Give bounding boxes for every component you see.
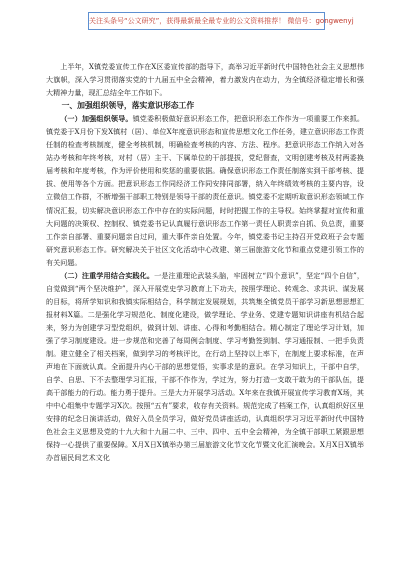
subsection-text-1: 镇党委积极做好意识形态工作，把意识形态工作作为一项重要工作来抓。镇党委于X月份下发X镇村（居）、单位X年度意识形态和宣传思想文化工作任务，建立意识形态工作责任制的检查考核制度，健全考核机制，明确检查考核的内容、方法、程序。把意识形态工作纳入对各站办考核和年终考核，对村（居）主干、下属单位的干部提拔，党纪督查，文明创建考核及村两委换届考核和年度考核，作为评价使用和奖惩的重要依据。确保意识形态工作责任制落实到干部考核、提拔、使用等各个方面。把意识形态工作同经济工作同安排同部署，纳入年终绩效考核的主要内容，设立微信工作群，不断增强干部职工特别是领导干部的责任意识。镇党委不定期听取意识形态领域工作情况汇报，切实解决意识形态工作中存在的实际问题，时时把握工作的主导权。始终掌握对宣传和重大问题的决策权、控制权、镇党委书记认真履行意识形态工作第一责任人职责亲自抓、负总责，重要工作亲自部署、重要问题亲自过问，重大事件亲自处置。今年，镇党委书记主持召开党政班子会专题研究意识形态工作。研究解决关于社区文化活动中心改建、第三届旅游文化节和重点党建引领工作的有关问题。 <box>46 114 365 267</box>
subsection-paragraph-1 <box>46 112 364 269</box>
subsection-lead-2: （二）注重学用结合实践化。 <box>60 270 155 280</box>
subsection-lead-1: （一）加强组织领导。 <box>60 114 133 124</box>
section-heading: 一、加强组织领导，落实意识形态工作 <box>61 101 195 111</box>
subsection-paragraph-2 <box>46 269 364 465</box>
subsection-text-2: 一是注重理论武装头脑，牢固树立“四个意识”，坚定“四个自信”，自觉做到“两个坚决维护”，深入开展党史学习教育上下功夫，按照学理论、转观念、求共识、谋发展的目标，将所学知识和我镇实际相结合，科学制定发展规划，共筑集全镇党员干部学习新思想思想汇报材料X篇。二是强化学习规范化、制度化建设，做学理论、学业务、党建专题知识讲座有机结合起来，努力为创建学习型党组织，做到计划、讲座、心得和考勤相结合。精心制定了理论学习计划，加强了学习制度建设。进一步规范和完善了每周例会制度、学习考勤签到制、学习通报制、一把手负责制。建立健全了相关档案，做到学习的考核评比，在行动上坚持以上率下，在制度上要求标准，在声声地在下面就认真。全面提升内心干部的思想觉悟，实事求是的意识。在学习知识上，干部中自学，自学、自思、下不去整理学习汇报，干部不作作为，学过为，努力打造一支敢干敢为的干部队伍，提高干部能力的行动。能力勇于提升。三是大力开展学习活动。X年来在我镇开展宣传学习教育X场，其中中心组集中专题学习X次。按照“五有”要求，收存有关资料。规范完成了档案工作，认真组织好区里安排的纪念日演讲活动，做好入员全员学习，做好党员讲座活动，认真组织学习习近平新时代中国特色社会主义思想及党的十九大和十九届二中、三中、四中、五中全会精神，为全镇干部职工紧跟思想保持一心提供了重要保障。X月X日X镇举办第三届旅游文化节文化节暨文化汇演晚会。X月X日X镇举办首届民间艺术文化 <box>46 270 364 463</box>
promo-banner: 关注头条号“公文研究”，获得最新最全最专业的公文资料推荐！ 微信号：gongwenyj <box>88 12 325 30</box>
document-body <box>46 60 364 568</box>
intro-paragraph: 上半年，X镇党委宣传工作在X区委宣传部的指导下，高举习近平新时代中国特色社会主义思想伟大旗帜，深入学习贯彻落实党的十九届五中全会精神，着力激发内在动力，为全镇经济稳定增长和强大精神力量，现汇总结全年工作如下。 <box>46 62 364 98</box>
